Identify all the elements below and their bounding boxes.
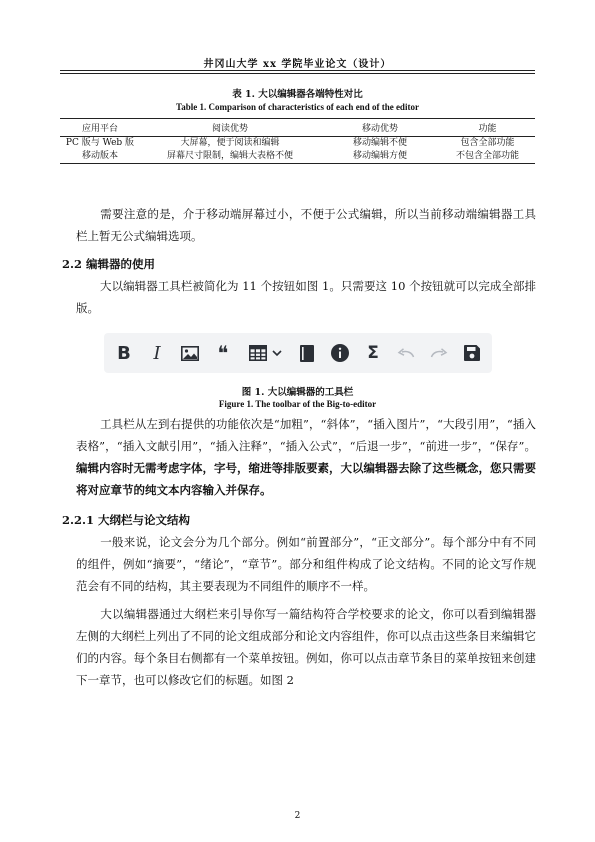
paragraph-thesis-structure: [76, 531, 536, 597]
undo-button[interactable]: [396, 341, 416, 365]
table-cell: 移动编辑不便: [352, 138, 407, 148]
quote-icon: ❝: [217, 341, 229, 365]
insert-image-button[interactable]: [180, 341, 200, 365]
page-header: 井冈山大学 xx 学院毕业论文（设计）: [203, 59, 392, 70]
editor-toolbar: [104, 333, 492, 373]
paragraph-bold-text: 编辑内容时无需考虑字体，字号，缩进等排版要素，大以编辑器去除了这些概念，您只需要将对应章节的纯文本内容输入并保存。: [76, 461, 536, 497]
paragraph-formula-note: [76, 203, 536, 247]
italic-button[interactable]: [147, 341, 167, 365]
figure-caption-en: Figure 1. The toolbar of the Big-to-editor: [218, 399, 377, 409]
table-cell: 不包含全部功能: [455, 151, 519, 161]
table-cell: 包含全部功能: [460, 138, 515, 148]
paragraph-toolbar-functions: [76, 413, 536, 501]
table-cell: 移动编辑方便: [352, 151, 407, 161]
table-icon: [249, 345, 267, 361]
table-row: [60, 150, 535, 164]
insert-annotation-button[interactable]: [330, 341, 350, 365]
table-caption-zh: 表 1. 大以编辑器各端特性对比: [232, 89, 363, 100]
table-header-cell: 移动优势: [320, 119, 440, 137]
italic-icon: I: [153, 342, 161, 364]
table-row: [60, 137, 535, 151]
header-rule-thin: [60, 73, 535, 74]
page-number: 2: [294, 811, 301, 821]
table-cell: 移动版本: [81, 151, 118, 161]
table-cell: PC 版与 Web 版: [65, 138, 135, 148]
save-button[interactable]: [462, 341, 482, 365]
insert-table-button[interactable]: [246, 341, 284, 365]
figure-caption-zh: 图 1. 大以编辑器的工具栏: [241, 387, 354, 398]
section-heading-2-2-1: 2.2.1 大纲栏与论文结构: [62, 513, 191, 527]
citation-icon: [300, 345, 314, 362]
paragraph-text: 一般来说，论文会分为几个部分。例如“前置部分”，“正文部分”。每个部分中有不同的组件，例如“摘要”，“绪论”，“章节”。部分和组件构成了论文结构。不同的论文写作规范会有不同的结构，其主要表现为不同组件的顺序不一样。: [76, 535, 536, 593]
redo-button[interactable]: [429, 341, 449, 365]
table-header-cell: 阅读优势: [140, 119, 320, 137]
sigma-icon: Σ: [367, 343, 379, 363]
table-header-row: [60, 119, 535, 137]
paragraph-text: 大以编辑器通过大纲栏来引导你写一篇结构符合学校要求的论文，你可以看到编辑器左侧的大纲栏上列出了不同的论文组成部分和论文内容组件，你可以点击这些条目来编辑它们的内容。每个条目右侧都有一个菜单按钮。例如，你可以点击章节条目的菜单按钮来创建下一章节，也可以修改它们的标题。如图 2: [76, 607, 536, 687]
comparison-table: [60, 118, 535, 164]
table-caption-en: Table 1. Comparison of characteristics of each end of the editor: [176, 102, 419, 112]
header-rule: [60, 70, 535, 71]
table-header-cell: 应用平台: [60, 119, 140, 137]
block-quote-button[interactable]: [213, 341, 233, 365]
paragraph-outline-bar: [76, 603, 536, 691]
section-heading-2-2: 2.2 编辑器的使用: [62, 257, 156, 271]
paragraph-text: 大以编辑器工具栏被简化为 11 个按钮如图 1。只需要这 10 个按钮就可以完成全部排版。: [76, 279, 536, 315]
save-icon: [464, 345, 480, 361]
insert-formula-button[interactable]: [363, 341, 383, 365]
info-icon: [331, 344, 349, 362]
bold-button[interactable]: [114, 341, 134, 365]
paragraph-text: 需要注意的是，介于移动端屏幕过小，不便于公式编辑，所以当前移动端编辑器工具栏上暂无公式编辑选项。: [76, 207, 536, 243]
table-cell: 屏幕尺寸限制，编辑大表格不便: [166, 151, 293, 161]
insert-citation-button[interactable]: [297, 341, 317, 365]
undo-icon: [397, 347, 415, 359]
paragraph-toolbar-intro: [76, 275, 536, 319]
paragraph-text: 工具栏从左到右提供的功能依次是“加粗”，“斜体”，“插入图片”，“大段引用”，“插入表格”，“插入文献引用”，“插入注释”，“插入公式”，“后退一步”，“前进一步”，“保存”。: [76, 417, 536, 453]
table-cell: 大屏幕，便于阅读和编辑: [180, 138, 280, 148]
redo-icon: [430, 347, 448, 359]
table-header-cell: 功能: [440, 119, 535, 137]
chevron-down-icon: [272, 349, 282, 357]
bold-icon: B: [117, 342, 131, 364]
image-icon: [181, 346, 199, 361]
